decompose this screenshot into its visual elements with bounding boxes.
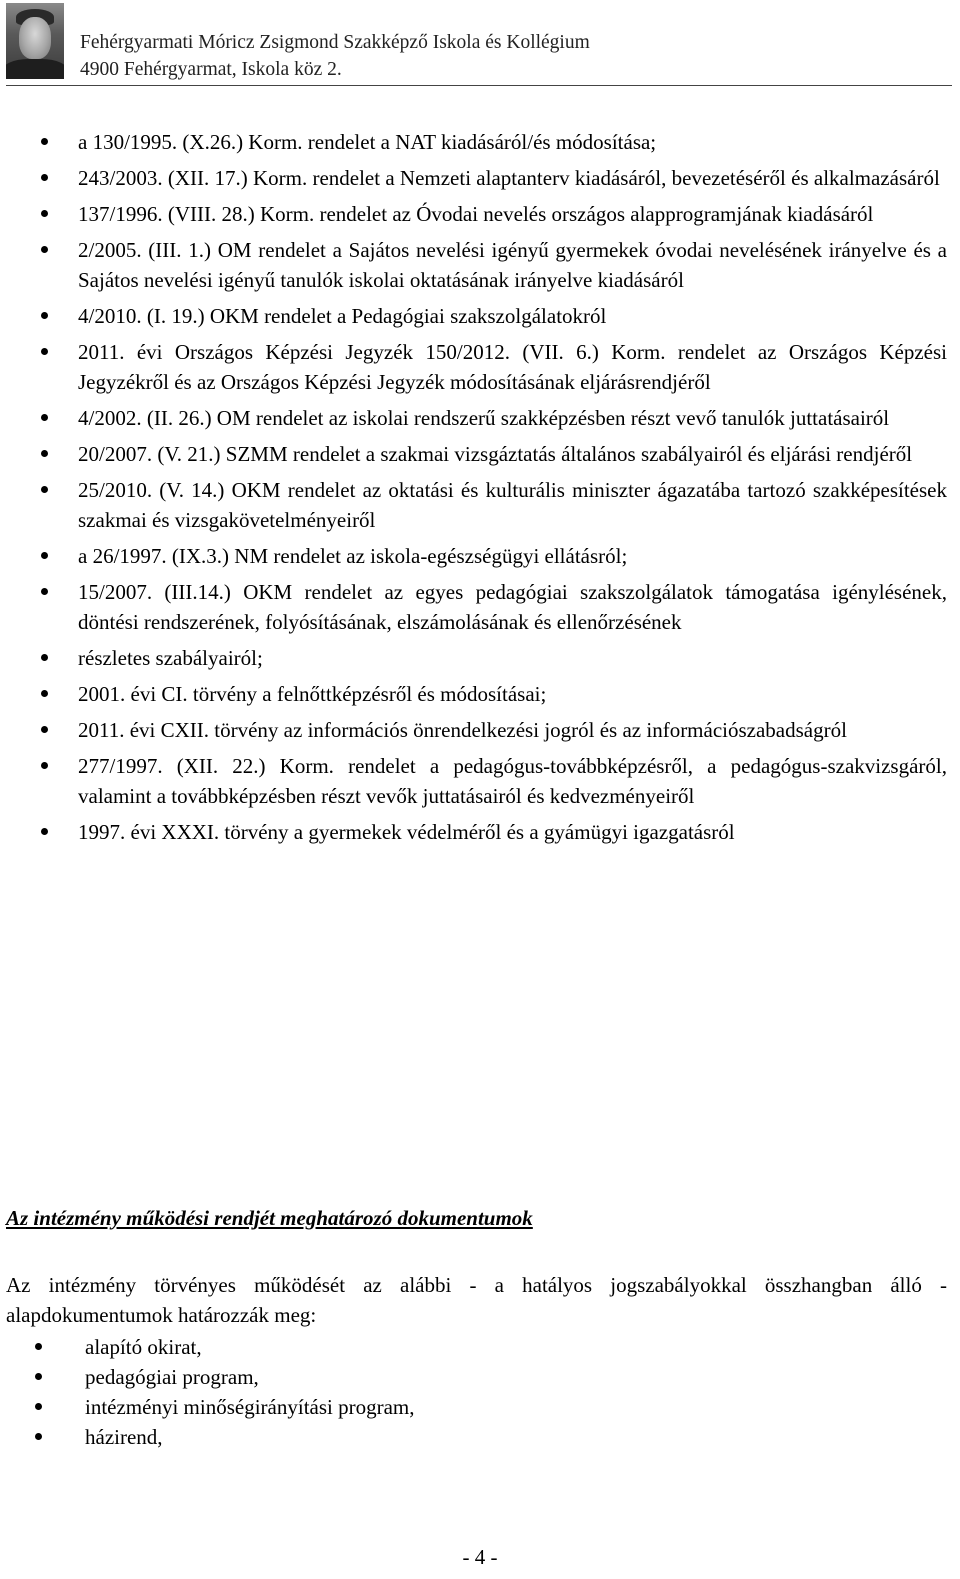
documents-list [0,1332,415,1452]
bullet-icon [41,174,48,181]
bullet-icon [41,246,48,253]
list-item: alapító okirat, [0,1332,415,1362]
bullet-icon [41,726,48,733]
bullet-icon [41,348,48,355]
legislation-list [0,127,960,853]
list-item: intézményi minőségirányítási program, [0,1392,415,1422]
bullet-icon [41,414,48,421]
portrait-photo-icon [6,3,64,79]
list-item: 2011. évi CXII. törvény az információs önrendelkezési jogról és az információszabadságról [0,715,960,745]
list-item: 15/2007. (III.14.) OKM rendelet az egyes pedagógiai szakszolgálatok támogatása igénylésének, döntési rendszerének, folyósításának, elszámolásának és ellenőrzésének [0,577,960,637]
list-item: 1997. évi XXXI. törvény a gyermekek védelméről és a gyámügyi igazgatásról [0,817,960,847]
bullet-icon [35,1433,42,1440]
list-item: házirend, [0,1422,415,1452]
header-divider [6,85,952,86]
list-item: 2011. évi Országos Képzési Jegyzék 150/2012. (VII. 6.) Korm. rendelet az Országos Képzési Jegyzékről és az Országos Képzési Jegyzék módosításának eljárásrendjéről [0,337,960,397]
bullet-icon [41,828,48,835]
bullet-icon [41,138,48,145]
list-item: 2/2005. (III. 1.) OM rendelet a Sajátos nevelési igényű gyermekek óvodai nevelésének irányelve és a Sajátos nevelési igényű tanulók iskolai oktatásának irányelve kiadásáról [0,235,960,295]
list-item: 4/2010. (I. 19.) OKM rendelet a Pedagógiai szakszolgálatokról [0,301,960,331]
list-item: 20/2007. (V. 21.) SZMM rendelet a szakmai vizsgáztatás általános szabályairól és eljárási rendjéről [0,439,960,469]
list-item: 25/2010. (V. 14.) OKM rendelet az oktatási és kulturális miniszter ágazatába tartozó szakképesítések szakmai és vizsgakövetelményeiről [0,475,960,535]
bullet-icon [41,210,48,217]
bullet-icon [41,690,48,697]
bullet-icon [35,1373,42,1380]
school-address: 4900 Fehérgyarmat, Iskola köz 2. [80,59,342,80]
list-item: a 26/1997. (IX.3.) NM rendelet az iskola-egészségügyi ellátásról; [0,541,960,571]
bullet-icon [41,654,48,661]
bullet-icon [41,450,48,457]
school-name: Fehérgyarmati Móricz Zsigmond Szakképző Iskola és Kollégium [80,32,590,53]
list-item: 243/2003. (XII. 17.) Korm. rendelet a Nemzeti alaptanterv kiadásáról, bevezetéséről és alkalmazásáról [0,163,960,193]
bullet-icon [41,552,48,559]
list-item: 2001. évi CI. törvény a felnőttképzésről és módosításai; [0,679,960,709]
bullet-icon [35,1403,42,1410]
page-number: - 4 - [462,1545,498,1569]
bullet-icon [41,486,48,493]
list-item: a 130/1995. (X.26.) Korm. rendelet a NAT kiadásáról/és módosítása; [0,127,960,157]
bullet-icon [41,762,48,769]
section-paragraph: Az intézmény törvényes működését az alábbi ‑ a hatályos jogszabályokkal összhangban álló - alapdokumentumok határozzák meg: [6,1273,947,1327]
bullet-icon [35,1343,42,1350]
list-item: 277/1997. (XII. 22.) Korm. rendelet a pedagógus-továbbképzésről, a pedagógus-szakvizsgáról, valamint a továbbképzésben részt vevők juttatásairól és kedvezményeiről [0,751,960,811]
list-item: 4/2002. (II. 26.) OM rendelet az iskolai rendszerű szakképzésben részt vevő tanulók juttatásairól [0,403,960,433]
bullet-icon [41,312,48,319]
bullet-icon [41,588,48,595]
list-item: 137/1996. (VIII. 28.) Korm. rendelet az Óvodai nevelés országos alapprogramjának kiadásáról [0,199,960,229]
page-header [0,0,960,86]
list-item: pedagógiai program, [0,1362,415,1392]
section-heading: Az intézmény működési rendjét meghatározó dokumentumok [6,1206,533,1230]
list-item: részletes szabályairól; [0,643,960,673]
